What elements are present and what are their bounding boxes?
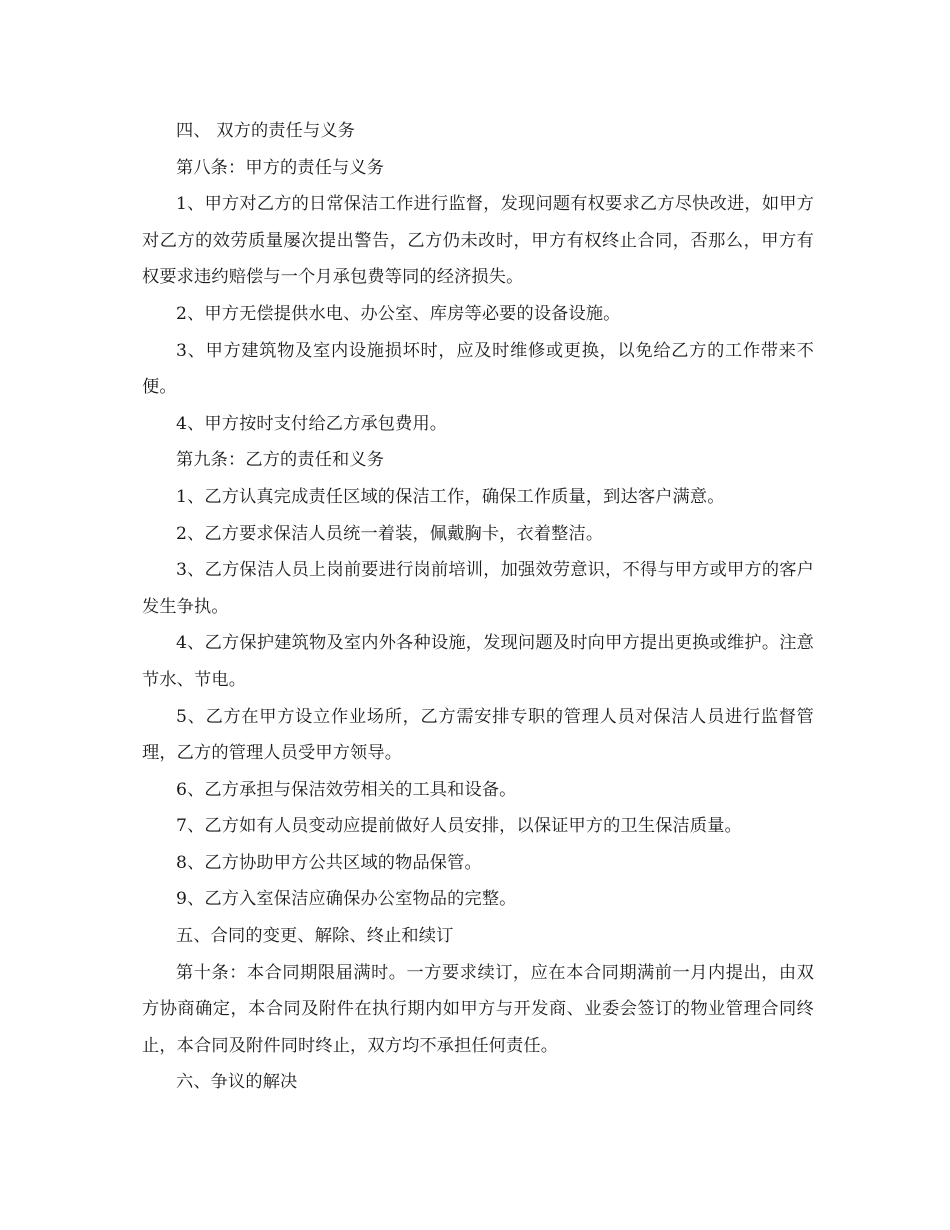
section-heading-4: 四、 双方的责任与义务	[176, 121, 355, 141]
article-8-clause-3: 3、甲方建筑物及室内设施损坏时，应及时维修或更换，以免给乙方的工作带来不便。	[142, 340, 814, 398]
article-8-clause-1: 1、甲方对乙方的日常保洁工作进行监督，发现问题有权要求乙方尽快改进，如甲方对乙方的效劳质量屡次提出警告，乙方仍未改时，甲方有权终止合同，否那么，甲方有权要求违约赔偿与一个月承包费等同的经济损失。	[142, 194, 814, 288]
article-9-clause-4: 4、乙方保护建筑物及室内外各种设施，发现问题及时向甲方提出更换或维护。注意节水、节电。	[142, 633, 814, 690]
article-9-clause-8: 8、乙方协助甲方公共区域的物品保管。	[176, 852, 482, 873]
article-9-clause-5: 5、乙方在甲方设立作业场所，乙方需安排专职的管理人员对保洁人员进行监督管理，乙方的管理人员受甲方领导。	[142, 706, 814, 764]
section-heading-6: 六、争议的解决	[176, 1072, 298, 1093]
article-8-clause-4: 4、甲方按时支付给乙方承包费用。	[176, 413, 448, 434]
article-9-clause-6: 6、乙方承担与保洁效劳相关的工具和设备。	[176, 779, 517, 800]
article-9-clause-2: 2、乙方要求保洁人员统一着装，佩戴胸卡，衣着整洁。	[176, 523, 604, 544]
article-9-clause-7: 7、乙方如有人员变动应提前做好人员安排，以保证甲方的卫生保洁质量。	[176, 816, 742, 837]
article-9-clause-1: 1、乙方认真完成责任区域的保洁工作，确保工作质量，到达客户满意。	[176, 486, 725, 507]
article-9-clause-9: 9、乙方入室保洁应确保办公室物品的完整。	[176, 889, 517, 910]
document-page	[142, 113, 814, 1101]
article-10: 第十条：本合同期限届满时。一方要求续订，应在本合同期满前一月内提出，由双方协商确定，本合同及附件在执行期内如甲方与开发商、业委会签订的物业管理合同终止，本合同及附件同时终止，双方均不承担任何责任。	[142, 962, 814, 1056]
article-8-heading: 第八条：甲方的责任与义务	[176, 157, 385, 178]
article-9-clause-3: 3、乙方保洁人员上岗前要进行岗前培训，加强效劳意识，不得与甲方或甲方的客户发生争执。	[142, 560, 814, 617]
article-9-heading: 第九条：乙方的责任和义务	[176, 450, 385, 471]
section-heading-5: 五、合同的变更、解除、终止和续订	[176, 926, 454, 947]
article-8-clause-2: 2、甲方无偿提供水电、办公室、库房等必要的设备设施。	[176, 303, 621, 324]
